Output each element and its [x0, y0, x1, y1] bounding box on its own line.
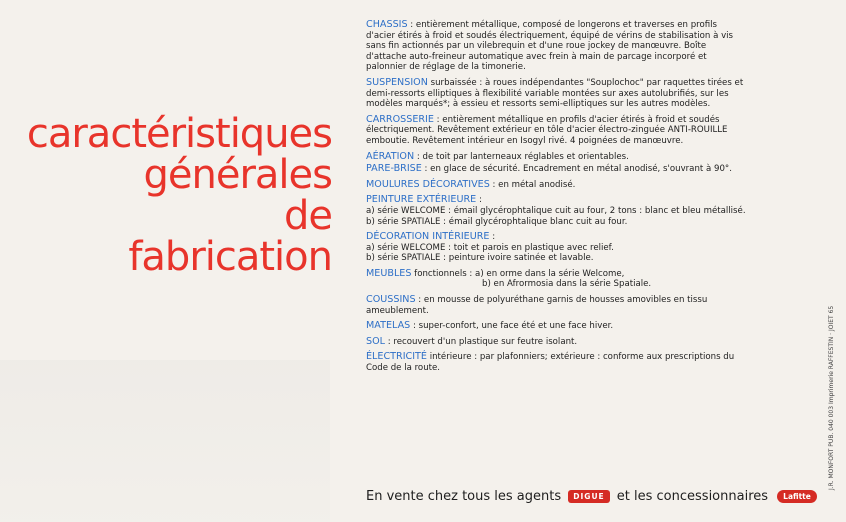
spec-electricite [366, 352, 746, 373]
spec-suspension [366, 78, 746, 110]
printer-credit [828, 250, 840, 500]
title-line: de [284, 193, 332, 239]
spec-text: surbaissée : à roues indépendantes "Souplochoc" par raquettes tirées et demi-ressorts elliptiques à flexibilité variable montées sur axes autolubrifiés, sur les modèles marqués*; à essieu et ressorts semi-elliptiques sur les autres modèles. [366, 77, 744, 110]
spec-pare-brise [366, 164, 746, 175]
title-line: caractéristiques [26, 111, 332, 157]
spec-label: PARE-BRISE [366, 163, 422, 175]
spec-matelas [366, 321, 746, 332]
credit-text: J.R. MONFORT PUB. 040 003 Imprimerie RAFFESTIN · JOIET 65 [828, 305, 835, 490]
spec-subline: b) série SPATIALE : peinture ivoire satinée et lavable. [366, 253, 594, 264]
spec-text: : [476, 195, 482, 206]
spec-label: COUSSINS [366, 294, 416, 306]
spec-decoration [366, 232, 746, 264]
spec-label: MOULURES DÉCORATIVES [366, 178, 490, 190]
spec-carrosserie [366, 115, 746, 147]
spec-meubles [366, 269, 746, 290]
spec-sol [366, 337, 746, 348]
spec-text: : entièrement métallique en profils d'acier étirés à froid et soudés électriquement. Revêtement extérieur en tôle d'acier électro-zinguée ANTI-ROUILLE emboutie. Revêtement intérieur en Isogyl rivé. 4 poignées de manœuvre. [366, 114, 728, 146]
spec-label: DÉCORATION INTÉRIEURE [366, 231, 490, 243]
spec-text: : entièrement métallique, composé de longerons et traverses en profils d'acier étirés à froid et soudés électriquement, équipé de vérins de stabilisation à vis sans fin actionnés par un vilebrequin et d'une roue jockey de manœuvre. Boîte d'attache auto-freineur automatique avec frein à main de parcage incorporé et palonnier de réglage de la timonerie. [366, 20, 734, 73]
spec-subline: a) série WELCOME : émail glycérophtalique cuit au four, 2 tons : blanc et bleu métallisé. [366, 205, 746, 216]
spec-label: CHASSIS [366, 19, 408, 30]
spec-text: intérieure : par plafonniers; extérieure : conforme aux prescriptions du Code de la route. [366, 352, 735, 374]
title-line: générales [143, 152, 332, 198]
spec-label: MEUBLES [366, 267, 412, 279]
spec-peinture [366, 195, 746, 227]
footer-tagline [366, 489, 811, 509]
spec-text: fonctionnels : a) en orme dans la série Welcome, [411, 268, 625, 279]
spec-chassis [366, 20, 746, 73]
footer-text: et les concessionnaires [616, 489, 769, 504]
spec-text: : en glace de sécurité. Encadrement en métal anodisé, s'ouvrant à 90°. [421, 164, 732, 175]
spec-aeration [366, 152, 746, 163]
spec-label: SOL [366, 335, 385, 347]
spec-subline: b) série SPATIALE : émail glycérophtalique blanc cuit au four. [366, 216, 628, 227]
faded-background-image [0, 360, 330, 522]
spec-text: : super-confort, une face été et une face hiver. [410, 321, 614, 332]
spec-subline: b) en Afrormosia dans la série Spatiale. [482, 279, 652, 290]
spec-label: CARROSSERIE [366, 113, 434, 125]
spec-coussins [366, 295, 746, 316]
spec-text: : de toit par lanterneaux réglables et orientables. [414, 151, 629, 162]
spec-label: AÉRATION [366, 150, 415, 162]
spec-label: MATELAS [366, 320, 411, 332]
page-title [26, 111, 332, 280]
spec-text: : en mousse de polyuréthane garnis de housses amovibles en tissu ameublement. [366, 295, 708, 316]
spec-label: ÉLECTRICITÉ [366, 351, 427, 363]
spec-label: PEINTURE EXTÉRIEURE [366, 194, 477, 206]
spec-subline: a) série WELCOME : toit et parois en plastique avec relief. [366, 242, 614, 253]
spec-text: : [489, 232, 496, 243]
specifications-list [366, 20, 746, 379]
footer-text: En vente chez tous les agents [366, 489, 562, 504]
spec-text: : en métal anodisé. [489, 179, 576, 190]
spec-text: : recouvert d'un plastique sur feutre isolant. [385, 336, 578, 347]
title-line: fabrication [128, 234, 332, 280]
digue-logo: DIGUE [568, 490, 609, 503]
spec-moulures [366, 180, 746, 191]
lafitte-logo: Lafitte [777, 490, 817, 503]
spec-label: SUSPENSION [366, 76, 428, 88]
